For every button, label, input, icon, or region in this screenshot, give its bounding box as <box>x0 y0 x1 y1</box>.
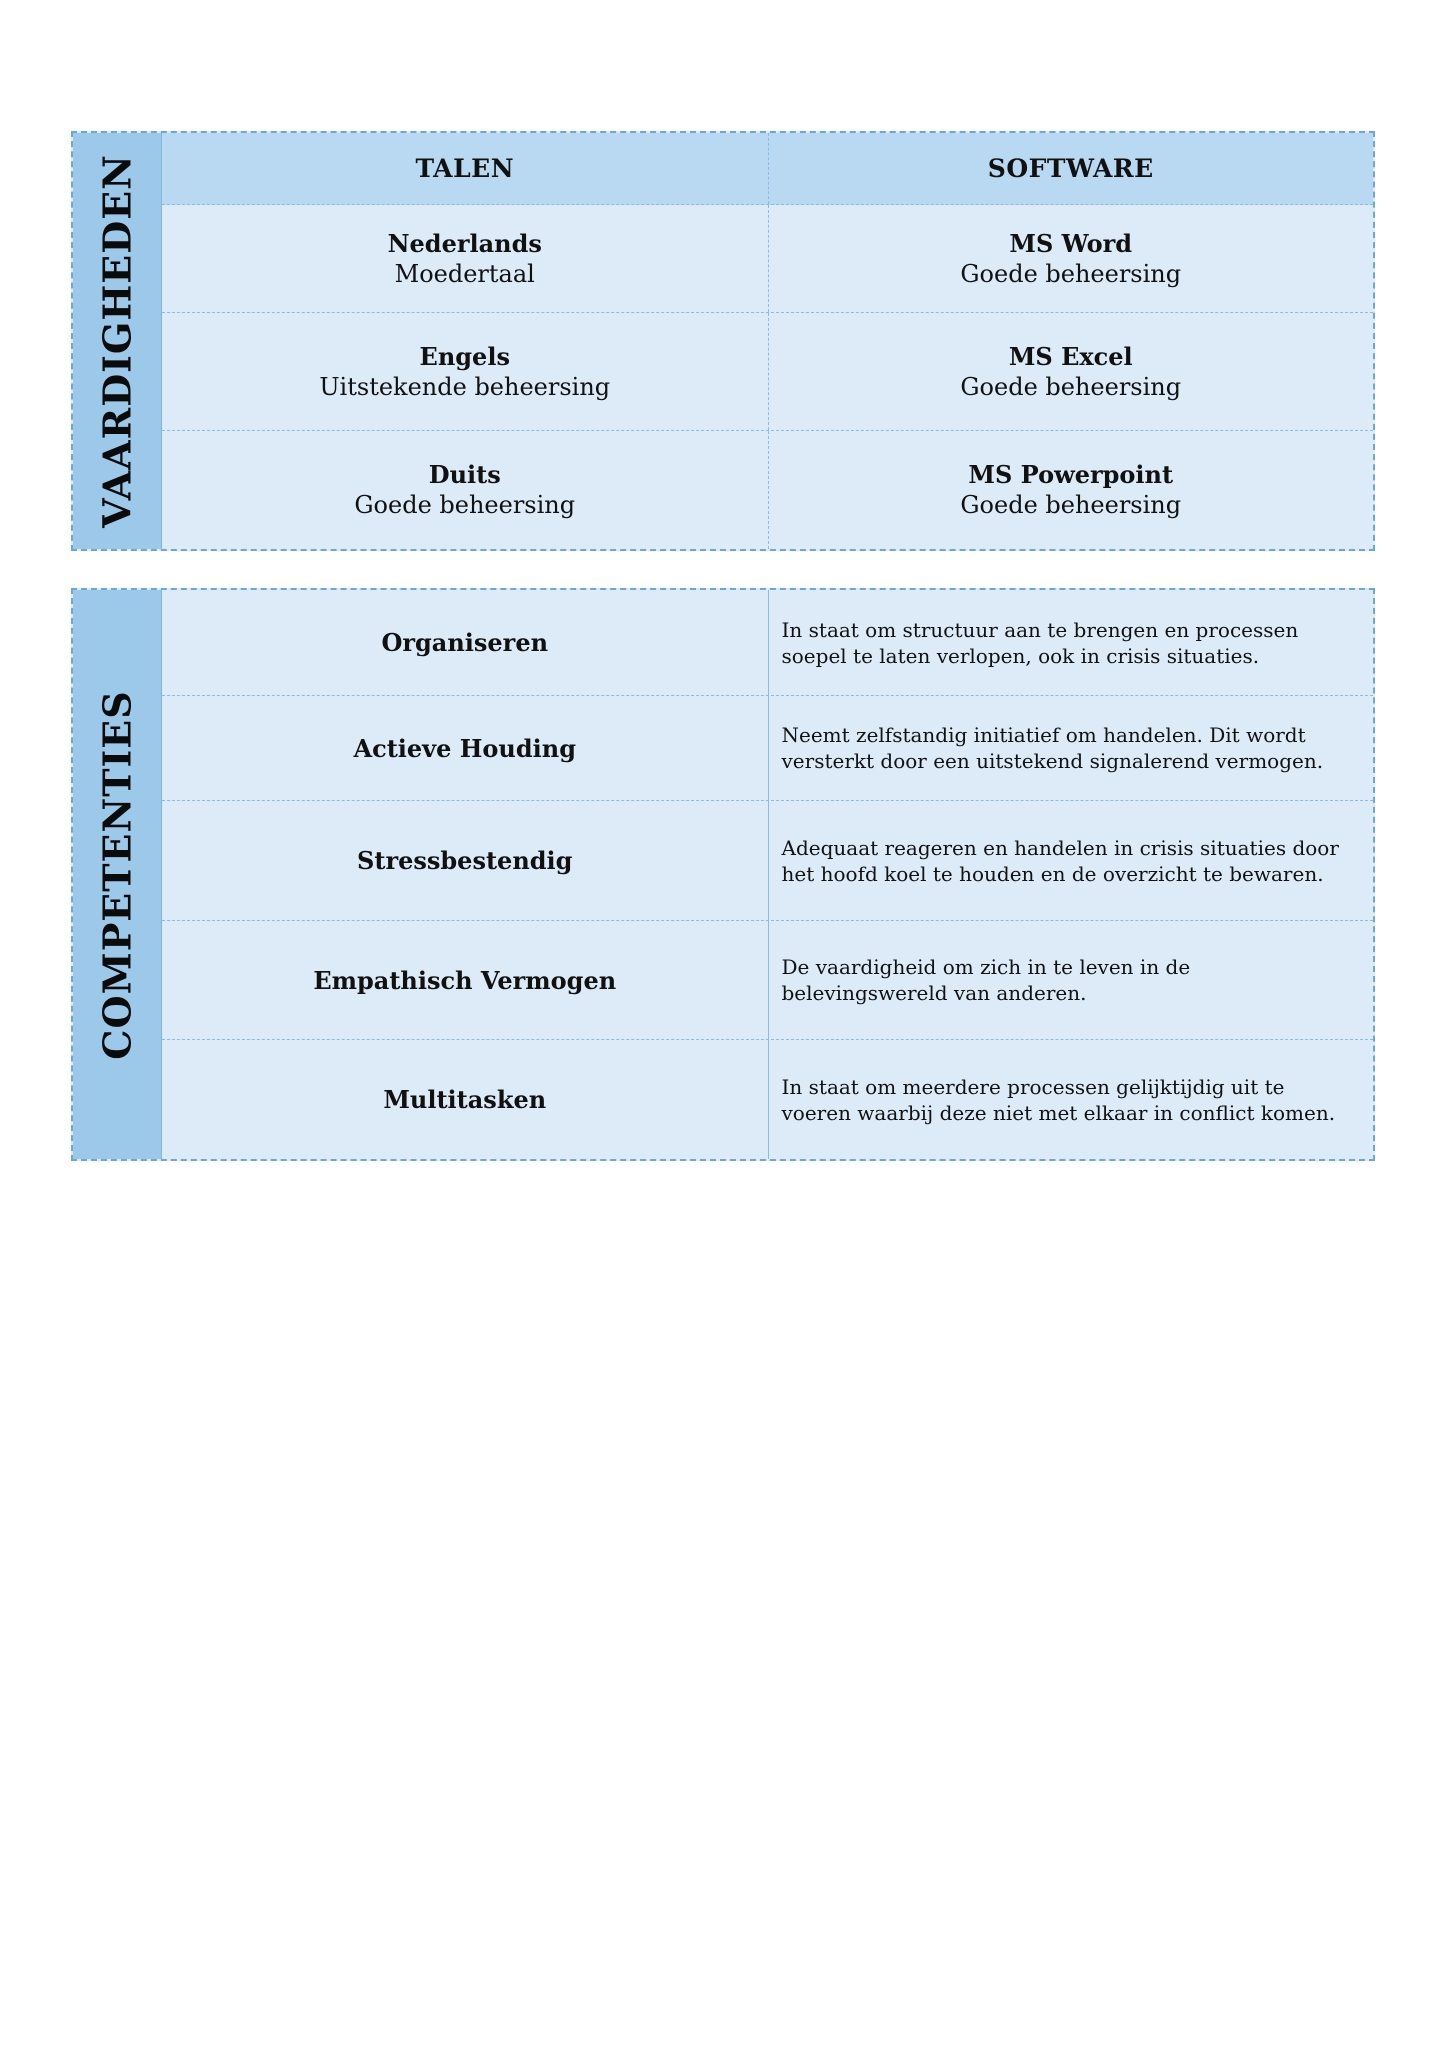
competency-description: Neemt zelfstandig initiatief om handelen. Dit wordt versterkt door een uitstekend signalerend vermogen. <box>768 696 1374 800</box>
competencies-side-bar <box>73 590 162 1159</box>
languages-header: TALEN <box>415 154 515 183</box>
skills-table <box>162 133 1373 549</box>
language-level: Uitstekende beheersing <box>319 372 611 401</box>
skills-section <box>71 131 1375 551</box>
competency-description: In staat om structuur aan te brengen en processen soepel te laten verlopen, ook in crisis situaties. <box>768 590 1374 695</box>
language-level: Moedertaal <box>394 259 535 288</box>
software-cell <box>768 205 1374 312</box>
language-level: Goede beheersing <box>354 491 576 519</box>
competency-row <box>162 801 1373 921</box>
skills-section-title: VAARDIGHEDEN <box>94 154 140 528</box>
competency-name: Organiseren <box>381 628 549 657</box>
software-name: MS Word <box>1009 228 1133 258</box>
competencies-section-title: COMPETENTIES <box>94 689 140 1060</box>
language-name: Engels <box>419 341 510 371</box>
language-name: Duits <box>428 460 501 489</box>
language-cell <box>162 431 768 549</box>
software-cell <box>768 313 1374 430</box>
skills-row <box>162 205 1373 313</box>
skills-row <box>162 313 1373 431</box>
competency-name: Actieve Houding <box>353 733 577 763</box>
software-name: MS Powerpoint <box>968 460 1174 489</box>
skills-side-bar <box>73 133 162 549</box>
language-name: Nederlands <box>387 228 542 258</box>
software-name: MS Excel <box>1008 341 1133 371</box>
competency-description: In staat om meerdere processen gelijktijdig uit te voeren waarbij deze niet met elkaar in conflict komen. <box>768 1040 1374 1159</box>
competency-row <box>162 1040 1373 1159</box>
software-header: SOFTWARE <box>768 133 1374 204</box>
software-level: Goede beheersing <box>960 491 1182 519</box>
competency-row <box>162 696 1373 801</box>
competency-description: De vaardigheid om zich in te leven in de belevingswereld van anderen. <box>768 921 1374 1039</box>
competencies-section <box>71 588 1375 1161</box>
software-cell <box>768 431 1374 549</box>
competency-name: Stressbestendig <box>357 846 573 875</box>
skills-header-row <box>162 133 1373 205</box>
software-level: Goede beheersing <box>960 259 1182 288</box>
competency-name: Empathisch Vermogen <box>313 965 617 995</box>
competency-description: Adequaat reageren en handelen in crisis situaties door het hoofd koel te houden en de overzicht te bewaren. <box>768 801 1374 920</box>
competency-row <box>162 590 1373 696</box>
competency-row <box>162 921 1373 1040</box>
software-level: Goede beheersing <box>960 372 1182 401</box>
language-cell <box>162 205 768 312</box>
competency-name: Multitasken <box>383 1085 547 1114</box>
language-cell <box>162 313 768 430</box>
skills-row <box>162 431 1373 549</box>
competencies-table <box>162 590 1373 1159</box>
